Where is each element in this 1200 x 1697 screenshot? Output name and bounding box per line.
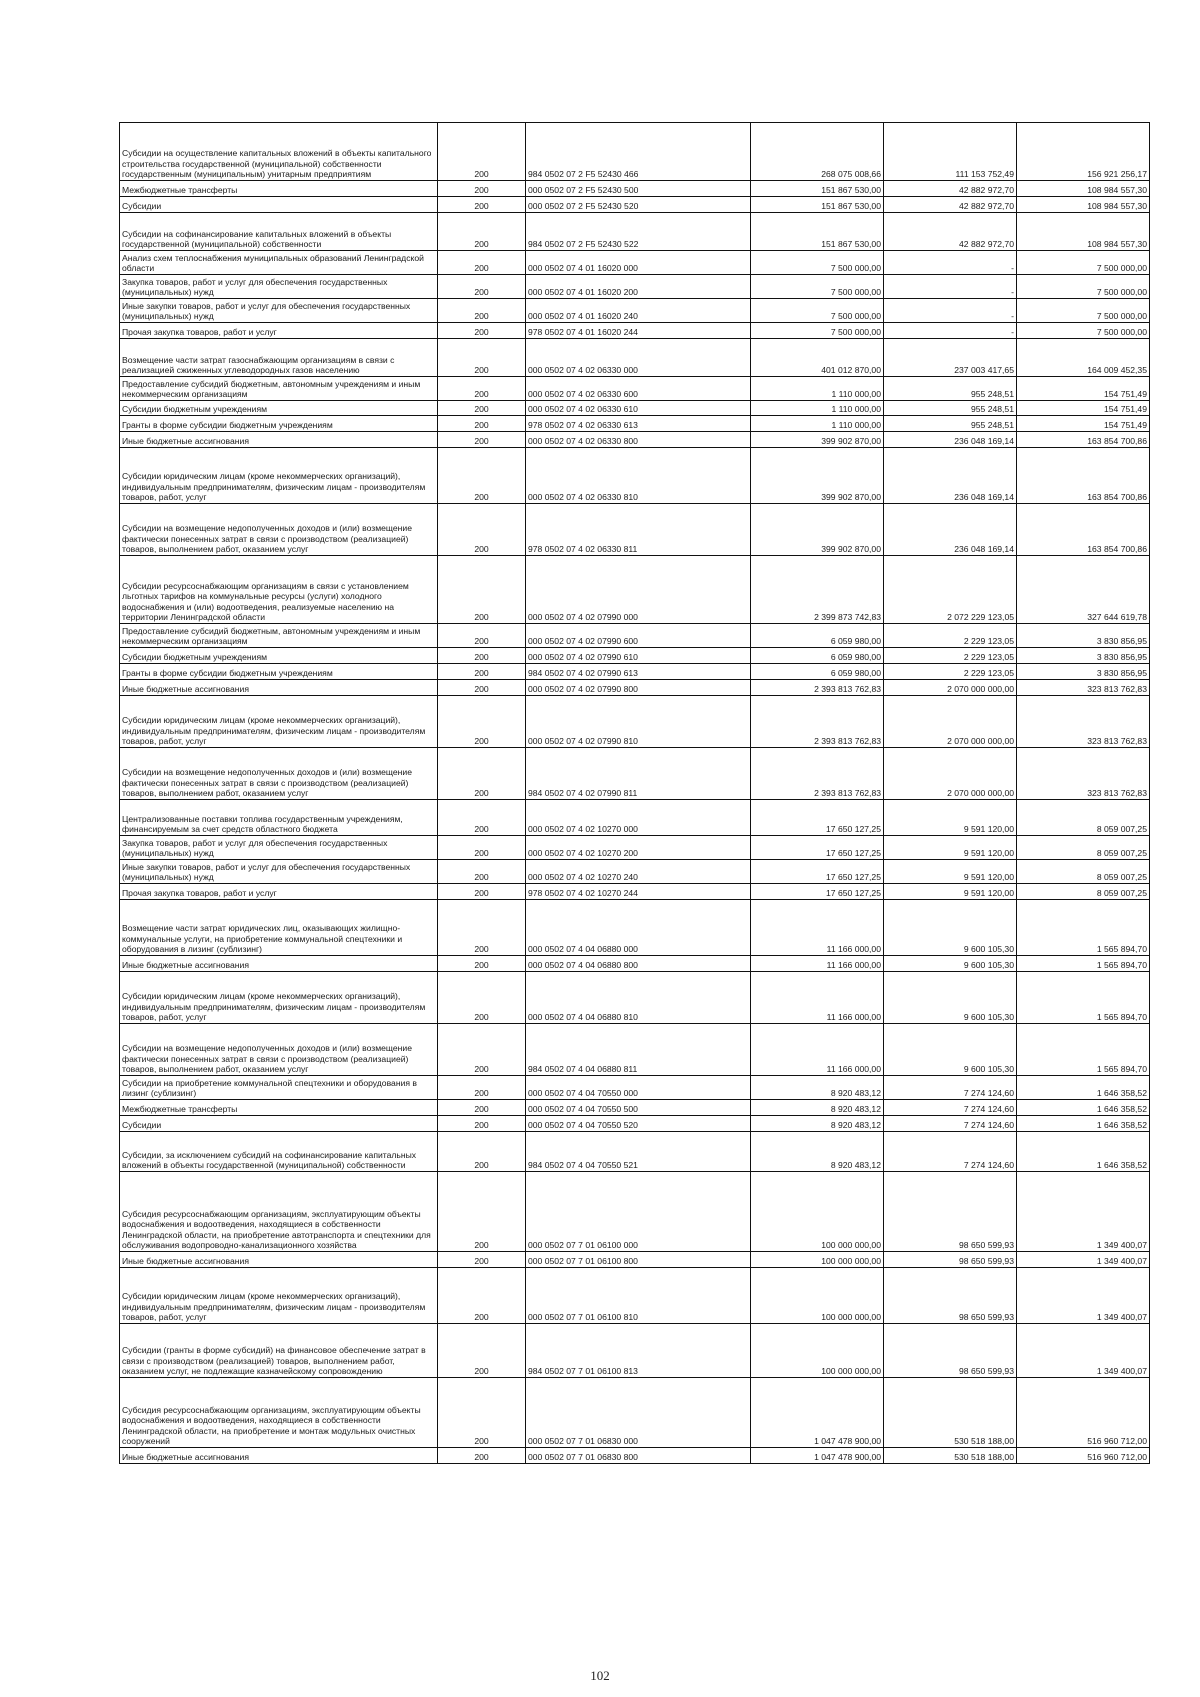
table-row: [120, 275, 1150, 299]
row-name-cell: Закупка товаров, работ и услуг для обеспечения государственных (муниципальных) нужд: [120, 275, 438, 299]
table-row: [120, 197, 1150, 213]
row-kbk-cell: 000 0502 07 4 01 16020 000: [526, 251, 751, 275]
row-approved-cell: 8 920 483,12: [751, 1100, 884, 1116]
table-body: [120, 123, 1150, 1464]
row-executed-cell: 98 650 599,93: [884, 1324, 1017, 1378]
row-name-cell: Субсидии (гранты в форме субсидий) на финансовое обеспечение затрат в связи с производством (реализацией) товаров, выполнением работ, оказанием услуг, не подлежащие казначейскому сопровождению: [120, 1324, 438, 1378]
row-executed-cell: 9 591 120,00: [884, 836, 1017, 860]
row-code-cell: 200: [438, 680, 526, 696]
row-approved-cell: 11 166 000,00: [751, 900, 884, 956]
row-kbk-cell: 000 0502 07 4 02 07990 610: [526, 648, 751, 664]
row-executed-cell: 9 600 105,30: [884, 972, 1017, 1024]
row-name-cell: Централизованные поставки топлива государственным учреждениям, финансируемым за счет средств областного бюджета: [120, 800, 438, 836]
row-code-cell: 200: [438, 1076, 526, 1100]
row-executed-cell: 9 600 105,30: [884, 1024, 1017, 1076]
row-executed-cell: 955 248,51: [884, 377, 1017, 401]
row-unexecuted-cell: 1 349 400,07: [1017, 1252, 1150, 1268]
row-unexecuted-cell: 108 984 557,30: [1017, 197, 1150, 213]
row-executed-cell: 98 650 599,93: [884, 1252, 1017, 1268]
row-unexecuted-cell: 1 565 894,70: [1017, 972, 1150, 1024]
row-code-cell: 200: [438, 1252, 526, 1268]
table-row: [120, 836, 1150, 860]
row-name-cell: Субсидия ресурсоснабжающим организациям, эксплуатирующим объекты водоснабжения и водоотведения, находящиеся в собственности Ленинградской области, на приобретение автотранспорта и спецтехники для обслуживания водопроводно-канализационного хозяйства: [120, 1172, 438, 1252]
row-code-cell: 200: [438, 956, 526, 972]
row-executed-cell: 236 048 169,14: [884, 448, 1017, 504]
row-executed-cell: 2 072 229 123,05: [884, 556, 1017, 624]
row-approved-cell: 2 393 813 762,83: [751, 748, 884, 800]
row-code-cell: 200: [438, 800, 526, 836]
row-code-cell: 200: [438, 1132, 526, 1172]
row-unexecuted-cell: 1 646 358,52: [1017, 1076, 1150, 1100]
row-kbk-cell: 000 0502 07 4 02 06330 810: [526, 448, 751, 504]
row-executed-cell: 9 591 120,00: [884, 860, 1017, 884]
table-row: [120, 213, 1150, 251]
row-name-cell: Иные бюджетные ассигнования: [120, 680, 438, 696]
row-code-cell: 200: [438, 1024, 526, 1076]
row-code-cell: 200: [438, 504, 526, 556]
budget-execution-table: [119, 122, 1150, 1464]
row-unexecuted-cell: 327 644 619,78: [1017, 556, 1150, 624]
row-approved-cell: 17 650 127,25: [751, 836, 884, 860]
row-kbk-cell: 000 0502 07 7 01 06100 000: [526, 1172, 751, 1252]
row-name-cell: Субсидии бюджетным учреждениям: [120, 648, 438, 664]
row-name-cell: Субсидии: [120, 1116, 438, 1132]
row-approved-cell: 1 110 000,00: [751, 401, 884, 416]
row-executed-cell: -: [884, 299, 1017, 323]
row-unexecuted-cell: 8 059 007,25: [1017, 860, 1150, 884]
row-name-cell: Субсидии на возмещение недополученных доходов и (или) возмещение фактически понесенных затрат в связи с производством (реализацией) товаров, выполнением работ, оказанием услуг: [120, 504, 438, 556]
row-approved-cell: 7 500 000,00: [751, 299, 884, 323]
row-executed-cell: 955 248,51: [884, 416, 1017, 432]
row-name-cell: Субсидии, за исключением субсидий на софинансирование капитальных вложений в объекты государственной (муниципальной) собственности: [120, 1132, 438, 1172]
table-row: [120, 860, 1150, 884]
row-kbk-cell: 000 0502 07 4 02 06330 600: [526, 377, 751, 401]
row-kbk-cell: 000 0502 07 4 01 16020 200: [526, 275, 751, 299]
row-approved-cell: 151 867 530,00: [751, 197, 884, 213]
row-approved-cell: 17 650 127,25: [751, 860, 884, 884]
row-name-cell: Предоставление субсидий бюджетным, автономным учреждениям и иным некоммерческим организациям: [120, 377, 438, 401]
row-kbk-cell: 000 0502 07 4 04 06880 000: [526, 900, 751, 956]
row-approved-cell: 2 393 813 762,83: [751, 696, 884, 748]
row-approved-cell: 17 650 127,25: [751, 884, 884, 900]
table-row: [120, 900, 1150, 956]
row-name-cell: Гранты в форме субсидии бюджетным учреждениям: [120, 416, 438, 432]
row-unexecuted-cell: 8 059 007,25: [1017, 836, 1150, 860]
row-approved-cell: 100 000 000,00: [751, 1268, 884, 1324]
row-approved-cell: 151 867 530,00: [751, 213, 884, 251]
row-executed-cell: 236 048 169,14: [884, 504, 1017, 556]
table-row: [120, 432, 1150, 448]
row-executed-cell: 111 153 752,49: [884, 123, 1017, 181]
row-name-cell: Субсидии бюджетным учреждениям: [120, 401, 438, 416]
row-name-cell: Межбюджетные трансферты: [120, 1100, 438, 1116]
row-unexecuted-cell: 1 565 894,70: [1017, 1024, 1150, 1076]
row-kbk-cell: 984 0502 07 4 02 07990 811: [526, 748, 751, 800]
row-executed-cell: 42 882 972,70: [884, 181, 1017, 197]
row-code-cell: 200: [438, 696, 526, 748]
table-row: [120, 1132, 1150, 1172]
table-row: [120, 1116, 1150, 1132]
table-row: [120, 123, 1150, 181]
row-name-cell: Субсидии юридическим лицам (кроме некоммерческих организаций), индивидуальным предпринимателям, физическим лицам - производителям товаров, работ, услуг: [120, 972, 438, 1024]
table-row: [120, 1268, 1150, 1324]
row-name-cell: Иные закупки товаров, работ и услуг для обеспечения государственных (муниципальных) нужд: [120, 299, 438, 323]
row-executed-cell: -: [884, 275, 1017, 299]
row-code-cell: 200: [438, 275, 526, 299]
row-code-cell: 200: [438, 836, 526, 860]
row-code-cell: 200: [438, 860, 526, 884]
row-name-cell: Субсидии юридическим лицам (кроме некоммерческих организаций), индивидуальным предпринимателям, физическим лицам - производителям товаров, работ, услуг: [120, 448, 438, 504]
row-approved-cell: 8 920 483,12: [751, 1132, 884, 1172]
row-unexecuted-cell: 7 500 000,00: [1017, 323, 1150, 339]
row-executed-cell: 236 048 169,14: [884, 432, 1017, 448]
row-executed-cell: -: [884, 323, 1017, 339]
row-approved-cell: 399 902 870,00: [751, 448, 884, 504]
row-executed-cell: 2 229 123,05: [884, 648, 1017, 664]
table-row: [120, 339, 1150, 377]
row-unexecuted-cell: 7 500 000,00: [1017, 299, 1150, 323]
row-executed-cell: 530 518 188,00: [884, 1378, 1017, 1448]
row-approved-cell: 151 867 530,00: [751, 181, 884, 197]
row-unexecuted-cell: 164 009 452,35: [1017, 339, 1150, 377]
row-kbk-cell: 000 0502 07 4 02 07990 800: [526, 680, 751, 696]
table-row: [120, 972, 1150, 1024]
row-code-cell: 200: [438, 556, 526, 624]
row-executed-cell: 98 650 599,93: [884, 1172, 1017, 1252]
row-unexecuted-cell: 154 751,49: [1017, 416, 1150, 432]
row-name-cell: Иные бюджетные ассигнования: [120, 956, 438, 972]
row-name-cell: Прочая закупка товаров, работ и услуг: [120, 323, 438, 339]
row-code-cell: 200: [438, 1100, 526, 1116]
row-name-cell: Гранты в форме субсидии бюджетным учреждениям: [120, 664, 438, 680]
row-kbk-cell: 984 0502 07 4 04 06880 811: [526, 1024, 751, 1076]
row-kbk-cell: 978 0502 07 4 02 06330 811: [526, 504, 751, 556]
row-approved-cell: 399 902 870,00: [751, 432, 884, 448]
row-code-cell: 200: [438, 1378, 526, 1448]
row-name-cell: Субсидии ресурсоснабжающим организациям в связи с установлением льготных тарифов на коммунальные ресурсы (услуги) холодного водоснабжения и (или) водоотведения, реализуемые населению на территории Ленинградской области: [120, 556, 438, 624]
table-row: [120, 1448, 1150, 1464]
table-row: [120, 1172, 1150, 1252]
row-unexecuted-cell: 3 830 856,95: [1017, 664, 1150, 680]
table-row: [120, 556, 1150, 624]
row-executed-cell: 2 070 000 000,00: [884, 680, 1017, 696]
row-approved-cell: 401 012 870,00: [751, 339, 884, 377]
row-approved-cell: 2 393 813 762,83: [751, 680, 884, 696]
table-row: [120, 401, 1150, 416]
row-code-cell: 200: [438, 900, 526, 956]
row-unexecuted-cell: 108 984 557,30: [1017, 213, 1150, 251]
row-name-cell: Анализ схем теплоснабжения муниципальных образований Ленинградской области: [120, 251, 438, 275]
row-executed-cell: 9 591 120,00: [884, 884, 1017, 900]
row-kbk-cell: 000 0502 07 4 02 06330 610: [526, 401, 751, 416]
row-kbk-cell: 000 0502 07 4 02 10270 200: [526, 836, 751, 860]
row-name-cell: Предоставление субсидий бюджетным, автономным учреждениям и иным некоммерческим организациям: [120, 624, 438, 648]
row-approved-cell: 268 075 008,66: [751, 123, 884, 181]
row-executed-cell: 7 274 124,60: [884, 1116, 1017, 1132]
row-approved-cell: 7 500 000,00: [751, 323, 884, 339]
row-code-cell: 200: [438, 339, 526, 377]
row-name-cell: Прочая закупка товаров, работ и услуг: [120, 884, 438, 900]
row-kbk-cell: 984 0502 07 7 01 06100 813: [526, 1324, 751, 1378]
row-name-cell: Субсидии юридическим лицам (кроме некоммерческих организаций), индивидуальным предпринимателям, физическим лицам - производителям товаров, работ, услуг: [120, 696, 438, 748]
row-approved-cell: 6 059 980,00: [751, 624, 884, 648]
row-executed-cell: 237 003 417,65: [884, 339, 1017, 377]
row-code-cell: 200: [438, 1268, 526, 1324]
row-approved-cell: 7 500 000,00: [751, 275, 884, 299]
row-unexecuted-cell: 516 960 712,00: [1017, 1448, 1150, 1464]
row-executed-cell: 2 070 000 000,00: [884, 696, 1017, 748]
row-name-cell: Субсидии на софинансирование капитальных вложений в объекты государственной (муниципальной) собственности: [120, 213, 438, 251]
row-kbk-cell: 000 0502 07 4 02 06330 800: [526, 432, 751, 448]
row-unexecuted-cell: 1 349 400,07: [1017, 1324, 1150, 1378]
row-approved-cell: 1 047 478 900,00: [751, 1448, 884, 1464]
row-kbk-cell: 000 0502 07 7 01 06100 800: [526, 1252, 751, 1268]
row-approved-cell: 1 110 000,00: [751, 416, 884, 432]
table-row: [120, 504, 1150, 556]
row-name-cell: Субсидии на возмещение недополученных доходов и (или) возмещение фактически понесенных затрат в связи с производством (реализацией) товаров, выполнением работ, оказанием услуг: [120, 748, 438, 800]
row-code-cell: 200: [438, 377, 526, 401]
row-code-cell: 200: [438, 1172, 526, 1252]
row-approved-cell: 8 920 483,12: [751, 1076, 884, 1100]
row-name-cell: Иные закупки товаров, работ и услуг для обеспечения государственных (муниципальных) нужд: [120, 860, 438, 884]
row-kbk-cell: 984 0502 07 2 F5 52430 522: [526, 213, 751, 251]
row-executed-cell: 7 274 124,60: [884, 1100, 1017, 1116]
row-code-cell: 200: [438, 972, 526, 1024]
row-approved-cell: 11 166 000,00: [751, 972, 884, 1024]
row-unexecuted-cell: 1 646 358,52: [1017, 1132, 1150, 1172]
row-kbk-cell: 978 0502 07 4 02 06330 613: [526, 416, 751, 432]
table-row: [120, 448, 1150, 504]
row-executed-cell: 2 229 123,05: [884, 624, 1017, 648]
row-approved-cell: 100 000 000,00: [751, 1252, 884, 1268]
row-unexecuted-cell: 516 960 712,00: [1017, 1378, 1150, 1448]
row-name-cell: Субсидии: [120, 197, 438, 213]
row-kbk-cell: 000 0502 07 4 04 70550 000: [526, 1076, 751, 1100]
row-kbk-cell: 000 0502 07 7 01 06100 810: [526, 1268, 751, 1324]
row-code-cell: 200: [438, 323, 526, 339]
row-unexecuted-cell: 7 500 000,00: [1017, 251, 1150, 275]
row-approved-cell: 7 500 000,00: [751, 251, 884, 275]
row-executed-cell: 7 274 124,60: [884, 1076, 1017, 1100]
row-approved-cell: 8 920 483,12: [751, 1116, 884, 1132]
row-unexecuted-cell: 323 813 762,83: [1017, 680, 1150, 696]
table-row: [120, 251, 1150, 275]
row-approved-cell: 6 059 980,00: [751, 664, 884, 680]
row-unexecuted-cell: 323 813 762,83: [1017, 696, 1150, 748]
row-executed-cell: 7 274 124,60: [884, 1132, 1017, 1172]
row-code-cell: 200: [438, 401, 526, 416]
row-kbk-cell: 000 0502 07 4 02 07990 000: [526, 556, 751, 624]
row-name-cell: Возмещение части затрат юридических лиц, оказывающих жилищно-коммунальные услуги, на приобретение коммунальной спецтехники и оборудования в лизинг (сублизинг): [120, 900, 438, 956]
row-unexecuted-cell: 1 349 400,07: [1017, 1268, 1150, 1324]
row-code-cell: 200: [438, 624, 526, 648]
row-approved-cell: 17 650 127,25: [751, 800, 884, 836]
row-code-cell: 200: [438, 197, 526, 213]
row-unexecuted-cell: 163 854 700,86: [1017, 504, 1150, 556]
row-kbk-cell: 000 0502 07 7 01 06830 000: [526, 1378, 751, 1448]
table-row: [120, 664, 1150, 680]
row-kbk-cell: 000 0502 07 4 04 70550 500: [526, 1100, 751, 1116]
row-code-cell: 200: [438, 448, 526, 504]
row-approved-cell: 1 110 000,00: [751, 377, 884, 401]
row-executed-cell: 2 070 000 000,00: [884, 748, 1017, 800]
table-row: [120, 748, 1150, 800]
row-name-cell: Субсидии на осуществление капитальных вложений в объекты капитального строительства государственной (муниципальной) собственности государственным (муниципальным) унитарным предприятиям: [120, 123, 438, 181]
row-kbk-cell: 000 0502 07 4 04 70550 520: [526, 1116, 751, 1132]
row-kbk-cell: 984 0502 07 4 02 07990 613: [526, 664, 751, 680]
row-code-cell: 200: [438, 251, 526, 275]
row-name-cell: Возмещение части затрат газоснабжающим организациям в связи с реализацией сжиженных углеводородных газов населению: [120, 339, 438, 377]
row-unexecuted-cell: 163 854 700,86: [1017, 448, 1150, 504]
row-executed-cell: 9 600 105,30: [884, 900, 1017, 956]
table-row: [120, 648, 1150, 664]
table-row: [120, 323, 1150, 339]
row-kbk-cell: 000 0502 07 7 01 06830 800: [526, 1448, 751, 1464]
row-name-cell: Субсидии на приобретение коммунальной спецтехники и оборудования в лизинг (сублизинг): [120, 1076, 438, 1100]
table-row: [120, 416, 1150, 432]
row-executed-cell: 530 518 188,00: [884, 1448, 1017, 1464]
row-unexecuted-cell: 163 854 700,86: [1017, 432, 1150, 448]
table-row: [120, 299, 1150, 323]
row-unexecuted-cell: 3 830 856,95: [1017, 624, 1150, 648]
row-kbk-cell: 978 0502 07 4 01 16020 244: [526, 323, 751, 339]
row-unexecuted-cell: 108 984 557,30: [1017, 181, 1150, 197]
row-code-cell: 200: [438, 1324, 526, 1378]
row-approved-cell: 11 166 000,00: [751, 956, 884, 972]
row-executed-cell: 42 882 972,70: [884, 197, 1017, 213]
row-name-cell: Субсидия ресурсоснабжающим организациям, эксплуатирующим объекты водоснабжения и водоотведения, находящиеся в собственности Ленинградской области, на приобретение и монтаж модульных очистных сооружений: [120, 1378, 438, 1448]
row-code-cell: 200: [438, 416, 526, 432]
row-kbk-cell: 000 0502 07 4 02 07990 600: [526, 624, 751, 648]
row-kbk-cell: 000 0502 07 2 F5 52430 520: [526, 197, 751, 213]
row-kbk-cell: 000 0502 07 4 04 06880 810: [526, 972, 751, 1024]
row-kbk-cell: 000 0502 07 4 02 06330 000: [526, 339, 751, 377]
row-unexecuted-cell: 1 349 400,07: [1017, 1172, 1150, 1252]
row-name-cell: Иные бюджетные ассигнования: [120, 1448, 438, 1464]
row-executed-cell: 9 591 120,00: [884, 800, 1017, 836]
row-kbk-cell: 984 0502 07 4 04 70550 521: [526, 1132, 751, 1172]
row-unexecuted-cell: 323 813 762,83: [1017, 748, 1150, 800]
row-unexecuted-cell: 8 059 007,25: [1017, 884, 1150, 900]
row-unexecuted-cell: 1 646 358,52: [1017, 1100, 1150, 1116]
table-row: [120, 680, 1150, 696]
row-kbk-cell: 978 0502 07 4 02 10270 244: [526, 884, 751, 900]
row-kbk-cell: 000 0502 07 4 04 06880 800: [526, 956, 751, 972]
row-unexecuted-cell: 3 830 856,95: [1017, 648, 1150, 664]
row-kbk-cell: 000 0502 07 2 F5 52430 500: [526, 181, 751, 197]
row-kbk-cell: 984 0502 07 2 F5 52430 466: [526, 123, 751, 181]
row-code-cell: 200: [438, 432, 526, 448]
row-approved-cell: 6 059 980,00: [751, 648, 884, 664]
table-row: [120, 1076, 1150, 1100]
row-name-cell: Субсидии на возмещение недополученных доходов и (или) возмещение фактически понесенных затрат в связи с производством (реализацией) товаров, выполнением работ, оказанием услуг: [120, 1024, 438, 1076]
table-row: [120, 377, 1150, 401]
row-executed-cell: 955 248,51: [884, 401, 1017, 416]
row-approved-cell: 100 000 000,00: [751, 1324, 884, 1378]
row-unexecuted-cell: 8 059 007,25: [1017, 800, 1150, 836]
row-executed-cell: 2 229 123,05: [884, 664, 1017, 680]
row-unexecuted-cell: 1 565 894,70: [1017, 956, 1150, 972]
table-row: [120, 1252, 1150, 1268]
row-name-cell: Закупка товаров, работ и услуг для обеспечения государственных (муниципальных) нужд: [120, 836, 438, 860]
row-code-cell: 200: [438, 1448, 526, 1464]
row-kbk-cell: 000 0502 07 4 02 07990 810: [526, 696, 751, 748]
table-row: [120, 696, 1150, 748]
row-code-cell: 200: [438, 664, 526, 680]
row-executed-cell: 9 600 105,30: [884, 956, 1017, 972]
row-code-cell: 200: [438, 1116, 526, 1132]
row-approved-cell: 100 000 000,00: [751, 1172, 884, 1252]
row-code-cell: 200: [438, 648, 526, 664]
row-name-cell: Иные бюджетные ассигнования: [120, 432, 438, 448]
row-code-cell: 200: [438, 748, 526, 800]
table-row: [120, 1024, 1150, 1076]
row-approved-cell: 1 047 478 900,00: [751, 1378, 884, 1448]
row-unexecuted-cell: 1 565 894,70: [1017, 900, 1150, 956]
row-name-cell: Субсидии юридическим лицам (кроме некоммерческих организаций), индивидуальным предпринимателям, физическим лицам - производителям товаров, работ, услуг: [120, 1268, 438, 1324]
row-approved-cell: 11 166 000,00: [751, 1024, 884, 1076]
table-row: [120, 1324, 1150, 1378]
table-row: [120, 181, 1150, 197]
row-executed-cell: 42 882 972,70: [884, 213, 1017, 251]
row-code-cell: 200: [438, 884, 526, 900]
table-row: [120, 1100, 1150, 1116]
row-name-cell: Иные бюджетные ассигнования: [120, 1252, 438, 1268]
row-executed-cell: -: [884, 251, 1017, 275]
row-code-cell: 200: [438, 123, 526, 181]
table-row: [120, 884, 1150, 900]
row-unexecuted-cell: 154 751,49: [1017, 401, 1150, 416]
row-kbk-cell: 000 0502 07 4 01 16020 240: [526, 299, 751, 323]
row-kbk-cell: 000 0502 07 4 02 10270 240: [526, 860, 751, 884]
row-code-cell: 200: [438, 181, 526, 197]
row-name-cell: Межбюджетные трансферты: [120, 181, 438, 197]
row-code-cell: 200: [438, 299, 526, 323]
row-unexecuted-cell: 7 500 000,00: [1017, 275, 1150, 299]
row-approved-cell: 2 399 873 742,83: [751, 556, 884, 624]
page-number: 102: [590, 1668, 610, 1683]
row-unexecuted-cell: 1 646 358,52: [1017, 1116, 1150, 1132]
row-executed-cell: 98 650 599,93: [884, 1268, 1017, 1324]
table-row: [120, 956, 1150, 972]
table-row: [120, 800, 1150, 836]
row-code-cell: 200: [438, 213, 526, 251]
table-row: [120, 624, 1150, 648]
row-unexecuted-cell: 156 921 256,17: [1017, 123, 1150, 181]
table-row: [120, 1378, 1150, 1448]
row-approved-cell: 399 902 870,00: [751, 504, 884, 556]
row-unexecuted-cell: 154 751,49: [1017, 377, 1150, 401]
row-kbk-cell: 000 0502 07 4 02 10270 000: [526, 800, 751, 836]
